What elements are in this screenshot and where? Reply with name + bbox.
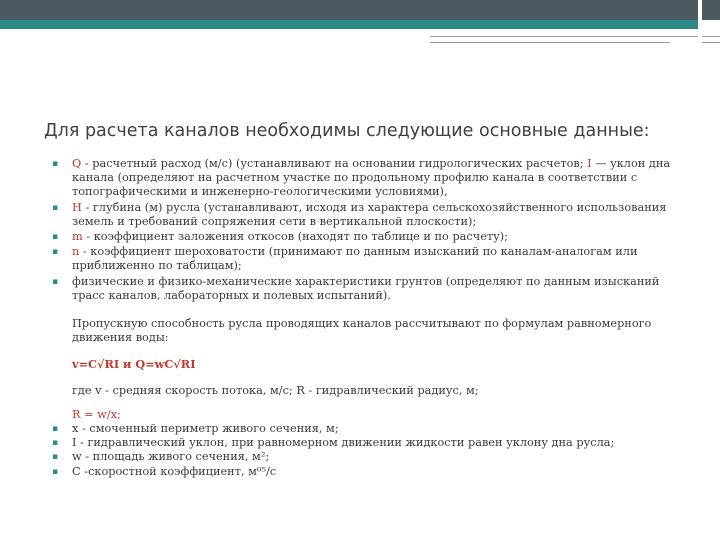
bullet-icon: ▪ bbox=[52, 159, 59, 169]
bullet-icon: ▪ bbox=[52, 276, 59, 287]
item-text: - коэффициент заложения откосов (находят по таблице и по расчету); bbox=[82, 230, 509, 244]
list-item bbox=[52, 422, 692, 436]
definition-text: где v - средняя скорость потока, м/с; R - гидравлический радиус, м; bbox=[72, 383, 479, 397]
decorative-line bbox=[702, 42, 720, 43]
bullet-icon: ▪ bbox=[52, 438, 59, 449]
bullet-icon: ▪ bbox=[52, 452, 59, 463]
list-item bbox=[52, 450, 692, 464]
symbol: Q bbox=[72, 157, 82, 170]
header-bar bbox=[0, 0, 698, 20]
symbol: n bbox=[72, 245, 80, 259]
formula: v=C√RI и Q=wC√RI bbox=[72, 357, 196, 372]
symbol: H bbox=[72, 200, 82, 214]
list-item bbox=[52, 230, 692, 244]
item-text: w - площадь живого сечения, м²; bbox=[72, 450, 270, 464]
decorative-line bbox=[702, 36, 720, 37]
item-text: — уклон дна канала (определяют на расчетном участке по продольному профилю канала в соответствии с топографическими и инженерно-геологическими условиями), bbox=[72, 157, 671, 199]
item-text: физические и физико-механические характеристики грунтов (определяют по данным изысканий трасс каналов, лабораторных и полевых испытаний). bbox=[72, 274, 660, 302]
slide-title: Для расчета каналов необходимы следующие основные данные: bbox=[44, 121, 650, 141]
item-text: - расчетный расход (м/с) (устанавливают на основании гидрологических расчетов; bbox=[81, 157, 588, 170]
header-corner-block bbox=[702, 0, 720, 20]
symbol: I bbox=[587, 157, 592, 170]
list-item bbox=[52, 275, 692, 303]
list-item bbox=[52, 201, 692, 229]
item-text: I - гидравлический уклон, при равномерном движении жидкости равен уклону дна русла; bbox=[72, 436, 615, 450]
symbol: m bbox=[72, 230, 83, 244]
item-text: - коэффициент шероховатости (принимают по данным изысканий по каналам-аналогам или приближенно по таблицам); bbox=[72, 245, 638, 273]
bullet-icon: ▪ bbox=[52, 424, 59, 435]
bullet-icon: ▪ bbox=[52, 202, 59, 213]
header-accent-bar bbox=[0, 20, 698, 29]
item-text: - глубина (м) русла (устанавливают, исходя из характера сельскохозяйственного использования земель и требований сопряжения сети в вертикальной плоскости); bbox=[72, 200, 667, 228]
item-text: x - смоченный периметр живого сечения, м; bbox=[72, 422, 339, 436]
list-item bbox=[52, 436, 692, 450]
bullet-icon: ▪ bbox=[52, 466, 59, 477]
bullet-icon: ▪ bbox=[52, 232, 59, 243]
formula: R = w/x; bbox=[72, 407, 121, 421]
decorative-line bbox=[430, 36, 698, 37]
slide-body bbox=[52, 157, 692, 479]
list-item bbox=[52, 157, 692, 200]
item-text: C -скоростной коэффициент, м⁰⁵/с bbox=[72, 464, 277, 478]
bullet-icon: ▪ bbox=[52, 247, 59, 258]
list-item bbox=[52, 245, 692, 273]
paragraph: Пропускную способность русла проводящих каналов рассчитывают по формулам равномерного движения воды: bbox=[72, 317, 652, 345]
decorative-line bbox=[430, 42, 670, 43]
list-item bbox=[52, 465, 692, 479]
